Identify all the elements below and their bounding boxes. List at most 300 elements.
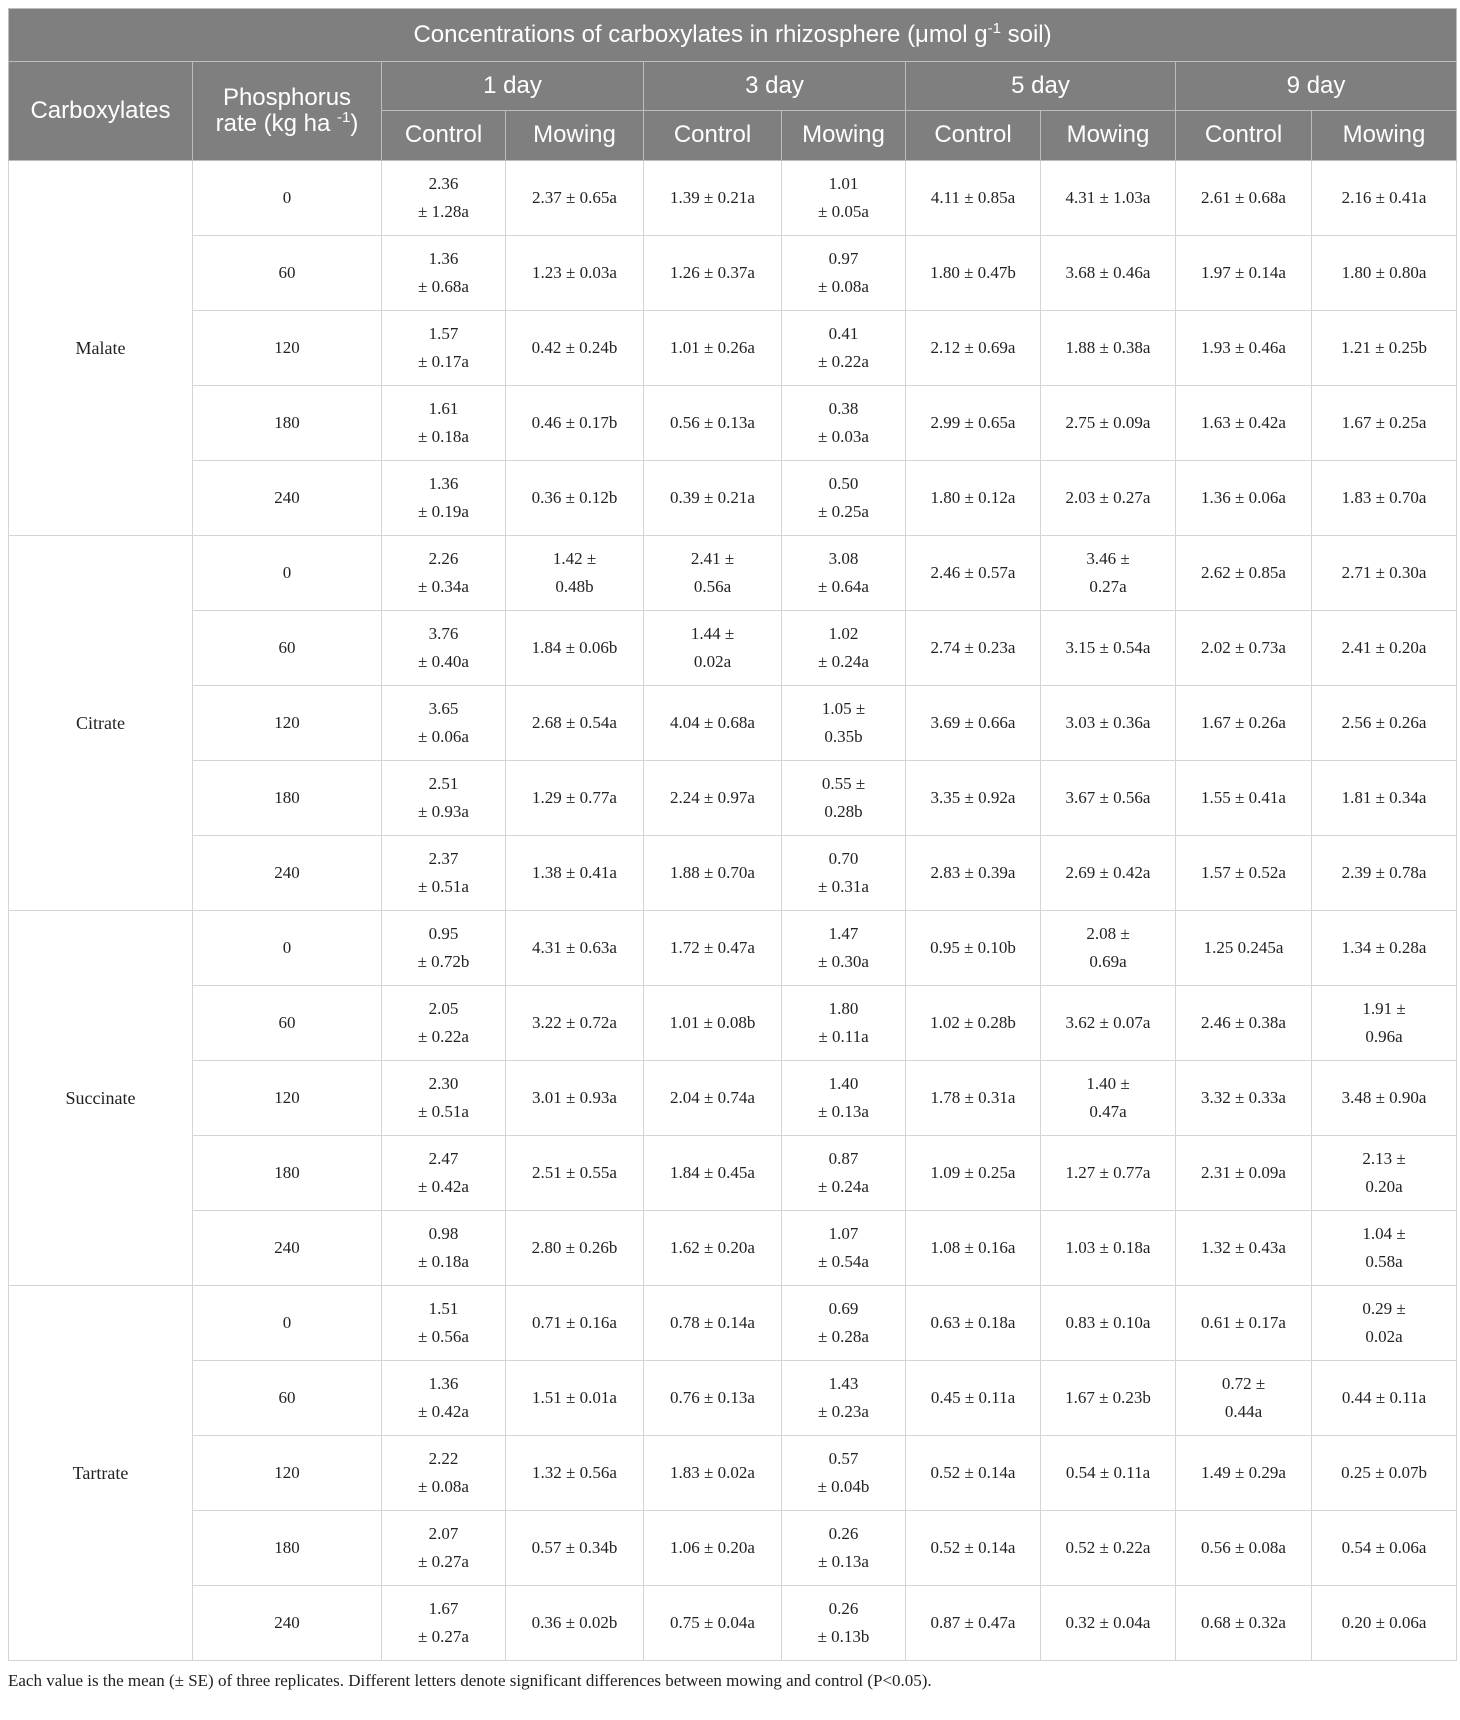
value-cell [506, 1586, 644, 1661]
value-cell [644, 1136, 782, 1211]
phosphorus-rate: 180 [193, 1511, 382, 1586]
table-row [9, 386, 1457, 461]
value-text: 0.20 ± 0.06a [1341, 1613, 1427, 1632]
value-text: 0.38 [828, 399, 859, 418]
value-cell [506, 836, 644, 911]
value-cell [1176, 536, 1312, 611]
value-text: 1.36 [428, 249, 459, 268]
value-cell [1176, 1586, 1312, 1661]
value-cell [506, 911, 644, 986]
value-text: 1.06 ± 0.20a [670, 1538, 755, 1557]
value-text: ± 0.04b [817, 1477, 870, 1496]
value-text: 1.93 ± 0.46a [1201, 338, 1286, 357]
value-text: 1.36 [428, 1374, 459, 1393]
value-cell [1312, 1061, 1457, 1136]
value-cell [1041, 161, 1176, 236]
value-text: ± 0.27a [418, 1552, 469, 1571]
value-cell [644, 1436, 782, 1511]
value-text: ± 0.68a [418, 277, 469, 296]
value-text: 0.32 ± 0.04a [1065, 1613, 1151, 1632]
value-text: 3.15 ± 0.54a [1065, 638, 1151, 657]
value-text: 2.08 ± [1086, 924, 1130, 943]
value-text: 1.39 ± 0.21a [670, 188, 755, 207]
value-cell [644, 1286, 782, 1361]
value-text: 0.45 ± 0.11a [930, 1388, 1016, 1407]
value-text: 1.51 [428, 1299, 459, 1318]
value-text: 2.16 ± 0.41a [1341, 188, 1427, 207]
value-text: 1.27 ± 0.77a [1065, 1163, 1151, 1182]
value-cell [644, 1361, 782, 1436]
value-text: 0.52 ± 0.22a [1065, 1538, 1151, 1557]
value-text: 1.21 ± 0.25b [1341, 338, 1427, 357]
value-text: 1.67 ± 0.23b [1065, 1388, 1151, 1407]
value-text: 0.69a [1089, 952, 1127, 971]
value-text: ± 0.22a [818, 352, 869, 371]
value-cell [1176, 1511, 1312, 1586]
value-cell [782, 161, 906, 236]
value-cell [906, 836, 1041, 911]
value-text: ± 0.11a [818, 1027, 869, 1046]
value-cell [1041, 311, 1176, 386]
value-text: ± 0.13a [818, 1102, 869, 1121]
header-carboxylates: Carboxylates [9, 62, 193, 161]
value-cell [1176, 1136, 1312, 1211]
value-cell [906, 1586, 1041, 1661]
value-cell [382, 1136, 506, 1211]
value-text: 1.03 ± 0.18a [1065, 1238, 1151, 1257]
value-cell [1041, 1211, 1176, 1286]
value-text: 1.81 ± 0.34a [1341, 788, 1427, 807]
value-cell [382, 311, 506, 386]
value-cell [1041, 1586, 1176, 1661]
value-text: 1.36 ± 0.06a [1201, 488, 1286, 507]
value-cell [1312, 611, 1457, 686]
value-text: 1.80 ± 0.12a [930, 488, 1016, 507]
value-cell [506, 986, 644, 1061]
value-text: 1.40 ± [1086, 1074, 1130, 1093]
phosphorus-rate: 180 [193, 761, 382, 836]
value-cell [906, 1136, 1041, 1211]
header-mowing: Mowing [506, 111, 644, 161]
value-text: ± 0.05a [818, 202, 869, 221]
phosphorus-rate: 0 [193, 1286, 382, 1361]
header-mowing: Mowing [1312, 111, 1457, 161]
value-cell [906, 1286, 1041, 1361]
value-text: 0.56 ± 0.13a [670, 413, 755, 432]
value-text: 2.36 [428, 174, 459, 193]
value-cell [644, 1061, 782, 1136]
table-footnote: Each value is the mean (± SE) of three replicates. Different letters denote significant differences between mowing and control (P<0.05). [8, 1671, 932, 1690]
value-text: 1.61 [428, 399, 459, 418]
value-cell [1176, 986, 1312, 1061]
value-cell [1176, 1061, 1312, 1136]
value-text: 2.39 ± 0.78a [1341, 863, 1427, 882]
value-text: 1.34 ± 0.28a [1341, 938, 1427, 957]
value-cell [1041, 461, 1176, 536]
value-cell [782, 311, 906, 386]
value-text: 2.02 ± 0.73a [1201, 638, 1286, 657]
value-cell [382, 611, 506, 686]
value-cell [382, 1586, 506, 1661]
value-text: 0.56a [693, 577, 732, 596]
value-cell [782, 1211, 906, 1286]
value-text: 2.46 ± 0.38a [1201, 1013, 1286, 1032]
value-text: 0.61 ± 0.17a [1201, 1313, 1286, 1332]
value-text: 1.42 ± [552, 549, 597, 568]
table-body [9, 161, 1457, 1661]
table-row [9, 1136, 1457, 1211]
header-mowing: Mowing [1041, 111, 1176, 161]
value-text: 0.48b [555, 577, 594, 596]
value-text: ± 0.31a [818, 877, 869, 896]
value-text: 0.41 [828, 324, 859, 343]
value-text: 0.97 [828, 249, 859, 268]
value-text: ± 0.64a [818, 577, 869, 596]
value-text: 0.25 ± 0.07b [1341, 1463, 1427, 1482]
value-text: ± 0.24a [818, 652, 869, 671]
value-cell [382, 161, 506, 236]
value-text: 2.26 [428, 549, 459, 568]
value-text: 1.32 ± 0.56a [532, 1463, 617, 1482]
value-text: 0.68 ± 0.32a [1201, 1613, 1286, 1632]
value-text: 2.46 ± 0.57a [930, 563, 1016, 582]
value-cell [782, 1061, 906, 1136]
value-text: 4.31 ± 0.63a [532, 938, 617, 957]
value-text: 0.57 [828, 1449, 859, 1468]
value-text: 0.46 ± 0.17b [531, 413, 618, 432]
value-text: 0.76 ± 0.13a [670, 1388, 755, 1407]
value-text: 1.80 ± 0.47b [930, 263, 1016, 282]
value-cell [382, 986, 506, 1061]
value-text: ± 0.17a [418, 352, 469, 371]
value-cell [1041, 1361, 1176, 1436]
phosphorus-rate: 240 [193, 1211, 382, 1286]
value-cell [644, 236, 782, 311]
value-text: 1.43 [828, 1374, 859, 1393]
value-text: 2.05 [428, 999, 459, 1018]
value-text: 0.47a [1089, 1102, 1127, 1121]
value-text: 0.35b [824, 727, 863, 746]
value-text: 0.75 ± 0.04a [670, 1613, 755, 1632]
value-cell [644, 161, 782, 236]
value-cell [1176, 611, 1312, 686]
value-cell [1312, 836, 1457, 911]
table-row [9, 611, 1457, 686]
table-row [9, 1286, 1457, 1361]
value-text: 0.54 ± 0.06a [1341, 1538, 1427, 1557]
value-text: 2.31 ± 0.09a [1201, 1163, 1286, 1182]
value-cell [782, 1586, 906, 1661]
value-text: ± 0.24a [818, 1177, 869, 1196]
value-cell [906, 311, 1041, 386]
value-cell [1312, 986, 1457, 1061]
value-text: 0.98 [428, 1224, 459, 1243]
value-text: ± 0.18a [418, 427, 469, 446]
value-text: 3.69 ± 0.66a [930, 713, 1016, 732]
value-cell [382, 1361, 506, 1436]
value-text: 1.44 ± [690, 624, 735, 643]
value-text: ± 1.28a [418, 202, 469, 221]
value-text: ± 0.93a [418, 802, 469, 821]
phosphorus-rate: 120 [193, 1436, 382, 1511]
value-text: 2.51 ± 0.55a [532, 1163, 617, 1182]
value-text: 1.78 ± 0.31a [930, 1088, 1016, 1107]
value-cell [644, 611, 782, 686]
value-cell [906, 536, 1041, 611]
value-text: ± 0.51a [418, 877, 469, 896]
value-text: 1.62 ± 0.20a [670, 1238, 755, 1257]
value-cell [644, 386, 782, 461]
table-container [8, 8, 1456, 1691]
value-text: 1.49 ± 0.29a [1201, 1463, 1286, 1482]
table-row [9, 1511, 1457, 1586]
table-row [9, 536, 1457, 611]
value-cell [1041, 1436, 1176, 1511]
value-text: 2.04 ± 0.74a [670, 1088, 755, 1107]
value-text: 0.54 ± 0.11a [1065, 1463, 1151, 1482]
value-text: ± 0.08a [818, 277, 869, 296]
value-cell [906, 1511, 1041, 1586]
value-cell [1176, 236, 1312, 311]
value-cell [1041, 986, 1176, 1061]
value-text: 0.50 [828, 474, 859, 493]
value-text: 0.39 ± 0.21a [670, 488, 755, 507]
value-text: 3.68 ± 0.46a [1065, 263, 1151, 282]
value-text: ± 0.56a [418, 1327, 469, 1346]
value-cell [782, 1511, 906, 1586]
value-text: 4.04 ± 0.68a [670, 713, 755, 732]
value-cell [1176, 1361, 1312, 1436]
table-row [9, 1586, 1457, 1661]
value-text: 2.13 ± [1362, 1149, 1406, 1168]
value-text: 0.56 ± 0.08a [1201, 1538, 1286, 1557]
value-text: 1.67 ± 0.25a [1341, 413, 1427, 432]
value-cell [644, 536, 782, 611]
value-cell [1176, 1286, 1312, 1361]
value-cell [906, 1211, 1041, 1286]
value-text: 0.36 ± 0.02b [531, 1613, 618, 1632]
header-phosphorus-rate: Phosphorus rate (kg ha $^{-1}$) [193, 62, 382, 161]
value-cell [506, 1361, 644, 1436]
header-control: Control [1176, 111, 1312, 161]
carboxylate-name: Malate [9, 161, 193, 536]
value-text: 2.41 ± [690, 549, 735, 568]
phosphorus-rate: 60 [193, 236, 382, 311]
value-text: ± 0.22a [418, 1027, 469, 1046]
value-text: 1.02 ± 0.28b [930, 1013, 1016, 1032]
value-text: 2.07 [428, 1524, 459, 1543]
value-text: 3.32 ± 0.33a [1201, 1088, 1286, 1107]
value-cell [782, 1136, 906, 1211]
value-cell [506, 1286, 644, 1361]
value-cell [506, 536, 644, 611]
value-cell [782, 1286, 906, 1361]
value-cell [906, 461, 1041, 536]
value-text: 1.02 [828, 624, 859, 643]
value-text: 1.83 ± 0.02a [670, 1463, 755, 1482]
value-cell [1041, 1136, 1176, 1211]
value-cell [1312, 1211, 1457, 1286]
value-text: 1.36 [428, 474, 459, 493]
value-text: 0.28b [824, 802, 863, 821]
phosphorus-rate: 0 [193, 911, 382, 986]
table-row [9, 311, 1457, 386]
value-text: 0.72 ± [1221, 1374, 1266, 1393]
value-text: 2.83 ± 0.39a [930, 863, 1016, 882]
value-cell [1041, 236, 1176, 311]
value-cell [1176, 761, 1312, 836]
value-text: ± 0.30a [818, 952, 869, 971]
value-cell [506, 1061, 644, 1136]
value-text: 2.22 [428, 1449, 459, 1468]
table-row [9, 1436, 1457, 1511]
value-cell [906, 236, 1041, 311]
value-text: 1.29 ± 0.77a [532, 788, 617, 807]
value-text: 0.55 ± [821, 774, 866, 793]
value-cell [382, 1286, 506, 1361]
phosphorus-rate: 120 [193, 311, 382, 386]
value-text: 3.67 ± 0.56a [1065, 788, 1151, 807]
value-text: 3.76 [428, 624, 459, 643]
header-mowing: Mowing [782, 111, 906, 161]
value-text: 2.30 [428, 1074, 459, 1093]
value-cell [1312, 386, 1457, 461]
table-row [9, 1061, 1457, 1136]
phosphorus-rate: 240 [193, 836, 382, 911]
value-cell [382, 386, 506, 461]
value-cell [506, 1211, 644, 1286]
value-cell [1041, 1061, 1176, 1136]
value-text: 0.83 ± 0.10a [1065, 1313, 1151, 1332]
header-control: Control [644, 111, 782, 161]
value-text: 1.55 ± 0.41a [1201, 788, 1286, 807]
value-cell [382, 1436, 506, 1511]
value-cell [506, 1511, 644, 1586]
value-text: ± 0.19a [418, 502, 469, 521]
value-cell [1312, 236, 1457, 311]
value-text: 1.67 ± 0.26a [1201, 713, 1286, 732]
value-cell [782, 1436, 906, 1511]
value-text: 1.72 ± 0.47a [670, 938, 755, 957]
value-cell [782, 911, 906, 986]
value-text: 1.57 ± 0.52a [1201, 863, 1286, 882]
value-cell [382, 1211, 506, 1286]
value-text: 1.23 ± 0.03a [532, 263, 617, 282]
value-text: ± 0.34a [418, 577, 469, 596]
carboxylate-name: Succinate [9, 911, 193, 1286]
value-cell [906, 161, 1041, 236]
value-cell [506, 161, 644, 236]
value-cell [382, 1511, 506, 1586]
value-cell [906, 911, 1041, 986]
value-text: ± 0.54a [818, 1252, 869, 1271]
value-text: 2.75 ± 0.09a [1065, 413, 1151, 432]
value-text: 1.80 ± 0.80a [1341, 263, 1427, 282]
value-cell [644, 1511, 782, 1586]
value-text: 2.62 ± 0.85a [1201, 563, 1286, 582]
value-cell [1312, 1361, 1457, 1436]
value-cell [1176, 686, 1312, 761]
value-cell [644, 686, 782, 761]
value-text: 0.95 [428, 924, 459, 943]
table-row [9, 686, 1457, 761]
value-text: 2.03 ± 0.27a [1065, 488, 1151, 507]
value-cell [1312, 761, 1457, 836]
value-cell [1312, 1136, 1457, 1211]
value-text: 1.38 ± 0.41a [532, 863, 617, 882]
value-text: 2.61 ± 0.68a [1201, 188, 1286, 207]
value-text: 1.88 ± 0.38a [1065, 338, 1151, 357]
value-cell [382, 1061, 506, 1136]
value-cell [906, 1436, 1041, 1511]
value-text: 1.47 [828, 924, 859, 943]
value-text: 1.84 ± 0.06b [531, 638, 618, 657]
value-text: 1.67 [428, 1599, 459, 1618]
value-cell [506, 761, 644, 836]
value-cell [1312, 1286, 1457, 1361]
header-control: Control [906, 111, 1041, 161]
value-text: ± 0.51a [418, 1102, 469, 1121]
value-cell [1041, 686, 1176, 761]
value-cell [1176, 161, 1312, 236]
phosphorus-rate: 0 [193, 161, 382, 236]
value-text: 0.02a [693, 652, 732, 671]
value-cell [782, 536, 906, 611]
value-text: 0.63 ± 0.18a [930, 1313, 1016, 1332]
value-cell [382, 536, 506, 611]
value-cell [1312, 911, 1457, 986]
table-header [9, 9, 1457, 161]
phosphorus-rate: 240 [193, 1586, 382, 1661]
value-text: 1.01 [828, 174, 859, 193]
value-text: 1.09 ± 0.25a [930, 1163, 1016, 1182]
value-text: ± 0.23a [818, 1402, 869, 1421]
value-cell [644, 911, 782, 986]
header-day-9: 9 day [1176, 62, 1457, 111]
table-row [9, 761, 1457, 836]
value-text: 3.03 ± 0.36a [1065, 713, 1151, 732]
value-cell [644, 836, 782, 911]
value-cell [782, 761, 906, 836]
value-cell [506, 611, 644, 686]
value-text: 0.52 ± 0.14a [930, 1538, 1016, 1557]
value-text: 2.68 ± 0.54a [532, 713, 617, 732]
value-text: ± 0.03a [818, 427, 869, 446]
value-cell [1041, 836, 1176, 911]
value-text: 1.25 0.245a [1203, 938, 1284, 957]
value-text: 2.37 [428, 849, 459, 868]
value-cell [906, 686, 1041, 761]
value-text: 1.91 ± [1362, 999, 1406, 1018]
value-text: 0.42 ± 0.24b [531, 338, 618, 357]
value-cell [506, 461, 644, 536]
value-text: 2.12 ± 0.69a [930, 338, 1016, 357]
value-text: 2.80 ± 0.26b [531, 1238, 618, 1257]
value-cell [506, 686, 644, 761]
phosphorus-rate: 60 [193, 986, 382, 1061]
value-text: ± 0.13a [818, 1552, 869, 1571]
value-cell [382, 836, 506, 911]
value-cell [906, 1061, 1041, 1136]
value-text: 0.36 ± 0.12b [531, 488, 618, 507]
value-cell [644, 1211, 782, 1286]
value-text: 0.95 ± 0.10b [930, 938, 1016, 957]
value-text: 3.62 ± 0.07a [1065, 1013, 1151, 1032]
value-cell [1176, 311, 1312, 386]
value-cell [506, 236, 644, 311]
value-text: ± 0.18a [418, 1252, 469, 1271]
value-cell [644, 311, 782, 386]
